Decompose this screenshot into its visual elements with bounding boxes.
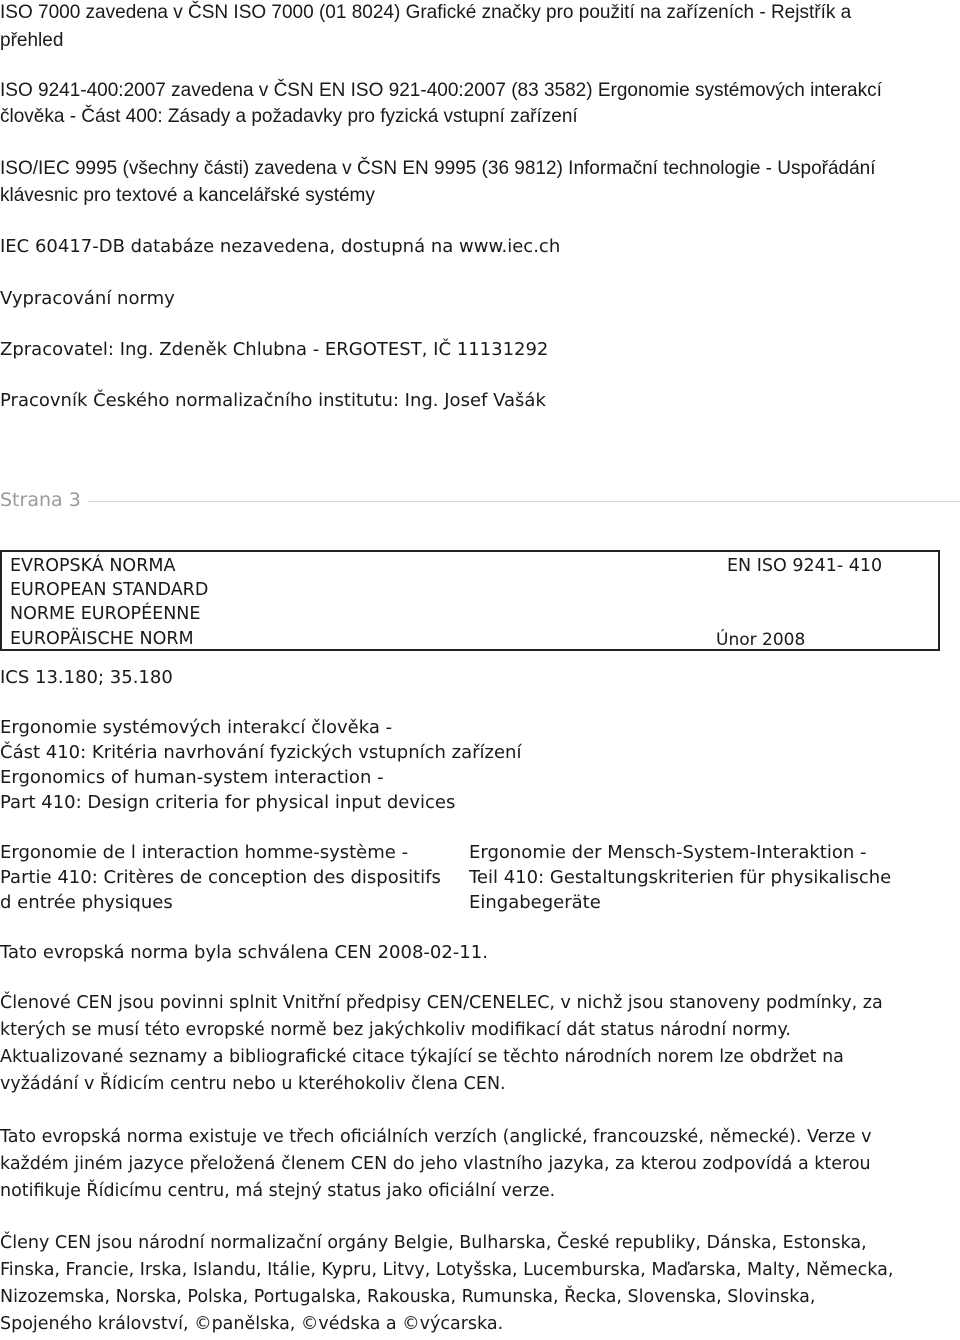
- cen-standard-box: [0, 550, 940, 651]
- members-line1: Členové CEN jsou povinni splnit Vnitřní předpisy CEN/CENELEC, v nichž jsou stanoveny podmínky, za: [0, 993, 883, 1013]
- cen-name-en: EUROPEAN STANDARD: [10, 580, 209, 600]
- ref-iso9241-400-line1: ISO 9241-400:2007 zavedena v ČSN EN ISO 921-400:2007 (83 3582) Ergonomie systémových interakcí: [0, 80, 882, 101]
- title-fr-line1: Ergonomie de l interaction homme-système -: [0, 842, 409, 863]
- bodies-line4: Spojeného království, ©panělska, ©védska a ©výcarska.: [0, 1314, 504, 1334]
- ref-iso9241-400-line2: člověka - Část 400: Zásady a požadavky pro fyzická vstupní zařízení: [0, 106, 578, 127]
- versions-line3: notifikuje Řídicímu centru, má stejný status jako oficiální verze.: [0, 1181, 556, 1201]
- approval-statement: Tato evropská norma byla schválena CEN 2008-02-11.: [0, 942, 488, 963]
- bodies-line1: Členy CEN jsou národní normalizační orgány Belgie, Bulharska, České republiky, Dánska, Estonska,: [0, 1233, 867, 1253]
- page-label: Strana 3: [0, 489, 81, 511]
- preparation-heading: Vypracování normy: [0, 288, 175, 309]
- ref-iso7000-line1: ISO 7000 zavedena v ČSN ISO 7000 (01 8024) Grafické značky pro použití na zařízeních - Rejstřík a: [0, 2, 852, 23]
- standard-date: Únor 2008: [716, 630, 806, 650]
- cen-name-cs: EVROPSKÁ NORMA: [10, 556, 176, 576]
- bodies-line3: Nizozemska, Norska, Polska, Portugalska, Rakouska, Rumunska, Řecka, Slovenska, Slovinska,: [0, 1287, 816, 1307]
- standard-code: EN ISO 9241- 410: [727, 556, 883, 576]
- title-cs-line1: Ergonomie systémových interakcí člověka -: [0, 717, 393, 738]
- ics-code: ICS 13.180; 35.180: [0, 667, 173, 688]
- ref-iso9995-line2: klávesnic pro textové a kancelářské systémy: [0, 185, 375, 206]
- title-en-line1: Ergonomics of human-system interaction -: [0, 767, 384, 788]
- cen-name-fr: NORME EUROPÉENNE: [10, 604, 201, 624]
- ref-iso9995-line1: ISO/IEC 9995 (všechny části) zavedena v ČSN EN 9995 (36 9812) Informační technologie - Uspořádání: [0, 158, 876, 179]
- title-fr-line3: d entrée physiques: [0, 892, 173, 913]
- title-de-line1: Ergonomie der Mensch-System-Interaktion -: [469, 842, 867, 863]
- bodies-line2: Finska, Francie, Irska, Islandu, Itálie, Kypru, Litvy, Lotyšska, Lucemburska, Maďarska, Malty, Německa,: [0, 1260, 894, 1280]
- title-de-line3: Eingabegeräte: [469, 892, 601, 913]
- title-de-line2: Teil 410: Gestaltungskriterien für physikalische: [469, 867, 892, 888]
- title-fr-line2: Partie 410: Critères de conception des dispositifs: [0, 867, 441, 888]
- cen-name-de: EUROPÄISCHE NORM: [10, 629, 194, 649]
- title-en-line2: Part 410: Design criteria for physical input devices: [0, 792, 456, 813]
- ref-iso7000-line2: přehled: [0, 30, 64, 51]
- members-line4: vyžádání v Řídicím centru nebo u kteréhokoliv člena CEN.: [0, 1074, 506, 1094]
- versions-line1: Tato evropská norma existuje ve třech oficiálních verzích (anglické, francouzské, německé). Verze v: [0, 1127, 872, 1147]
- versions-line2: každém jiném jazyce přeložená členem CEN do jeho vlastního jazyka, za kterou zodpovídá a kterou: [0, 1154, 871, 1174]
- page-separator: [88, 501, 960, 502]
- members-line2: kterých se musí této evropské normě bez jakýchkoliv modifikací dát status národní normy.: [0, 1020, 791, 1040]
- ref-iec60417: IEC 60417-DB databáze nezavedena, dostupná na www.iec.ch: [0, 236, 561, 257]
- title-cs-line2: Část 410: Kritéria navrhování fyzických vstupních zařízení: [0, 742, 522, 763]
- preparation-author: Zpracovatel: Ing. Zdeněk Chlubna - ERGOTEST, IČ 11131292: [0, 339, 549, 360]
- preparation-institute-staff: Pracovník Českého normalizačního institutu: Ing. Josef Vašák: [0, 390, 546, 411]
- members-line3: Aktualizované seznamy a bibliografické citace týkající se těchto národních norem lze obdržet na: [0, 1047, 844, 1067]
